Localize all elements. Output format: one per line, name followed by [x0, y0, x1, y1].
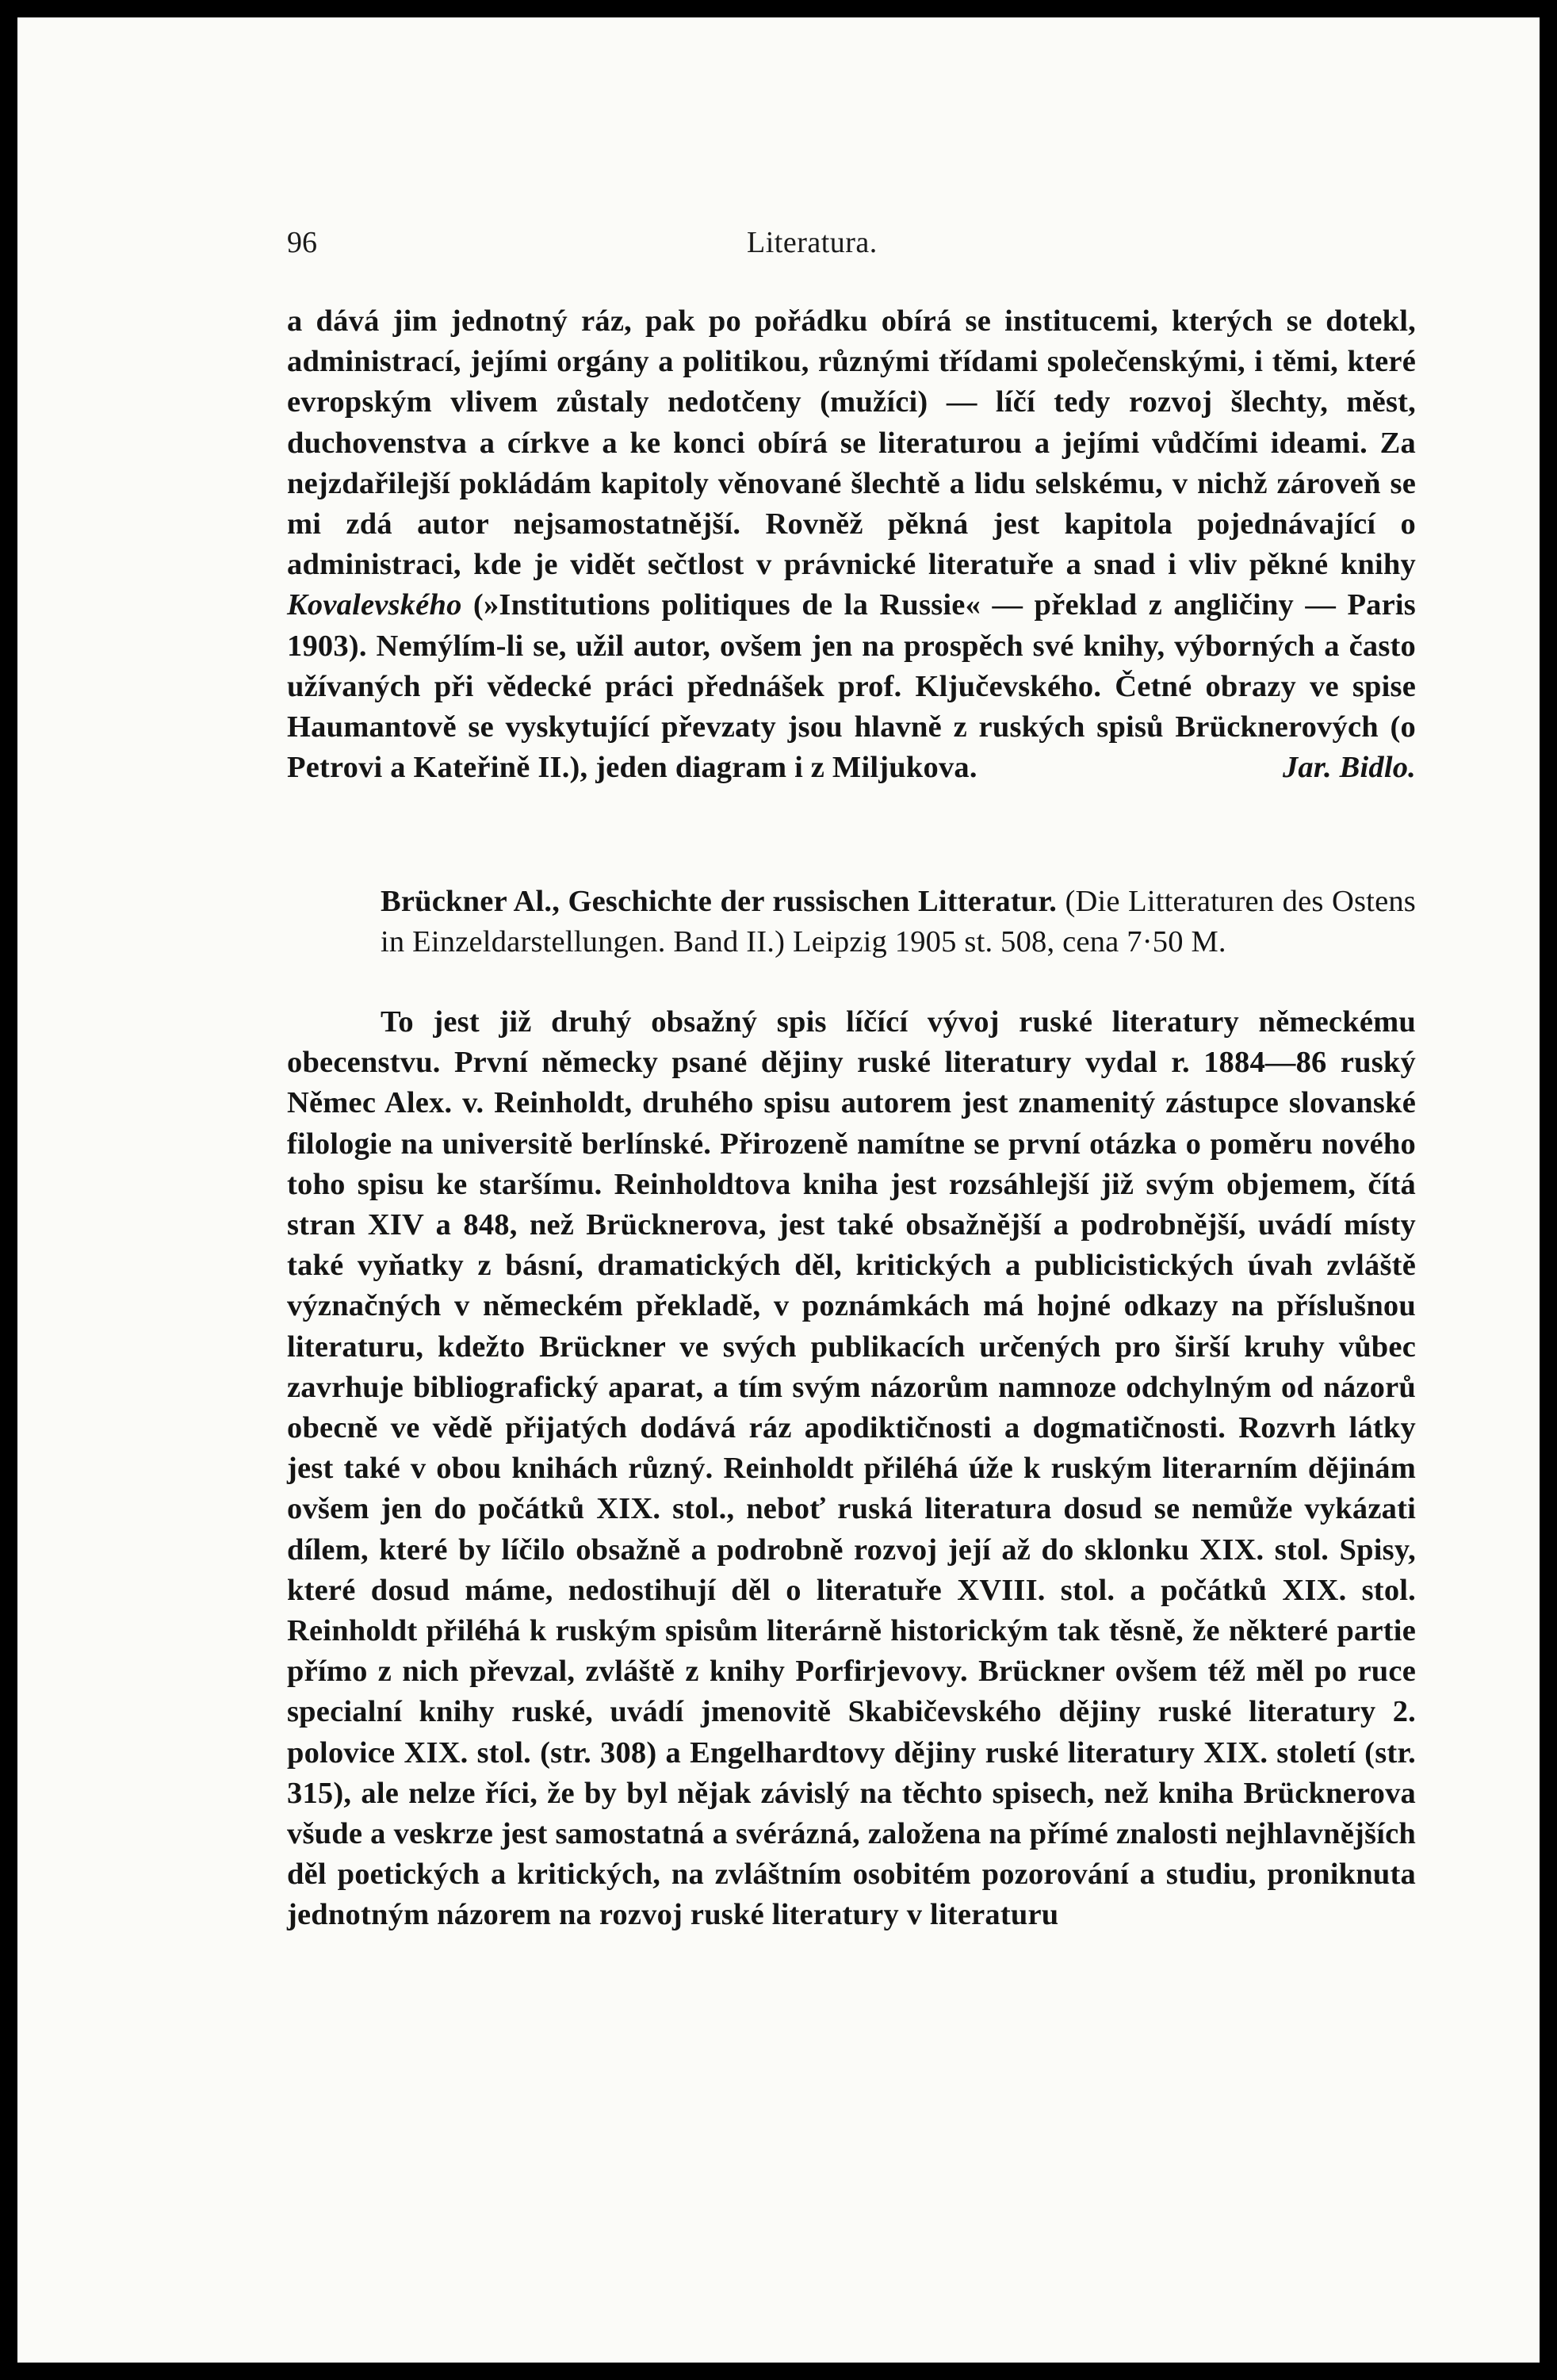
review-bruckner-body — [287, 1002, 1416, 1936]
bibliographic-citation — [287, 882, 1416, 962]
running-title: Literatura. — [747, 226, 878, 259]
citation-title: Brückner Al., Geschichte der russischen Litteratur. — [381, 885, 1058, 918]
page-number: 96 — [287, 226, 317, 259]
book-page — [17, 17, 1540, 2363]
reviewer-signature: Jar. Bidlo. — [1282, 751, 1416, 785]
paragraph-text: a dává jim jednotný ráz, pak po pořádku obírá se institucemi, kterých se dotekl, administrací, jejími orgány a politikou, různými třídami společenskými, i těmi, které evropským vlivem zůstaly nedotčeny (mužíci) — líčí tedy rozvoj šlechty, měst, duchovenstva a církve a ke konci obírá se literaturou a jejími vůdčími ideami. Za nejzdařilejší pokládám kapitoly věnované šlechtě a lidu selskému, v nichž zároveň se mi zdá autor nejsamostatnější. Rovněž pěkná jest kapitola pojednávající o administraci, kde je vidět sečtlost v právnické literatuře a snad i vliv pěkné knihy — [287, 304, 1416, 582]
paragraph-text: (»Institutions politiques de la Russie« — překlad z angličiny — Paris 1903). Nemýlím-li se, užil autor, ovšem jen na prospěch své knihy, výborných a často užívaných při vědecké práci přednášek prof. Ključevského. Četné obrazy ve spise Haumantově se vyskytující převzaty jsou hlavně z ruských spisů Brücknerových (o Petrovi a Kateřině II.), jeden diagram i z Miljukova. — [287, 588, 1416, 785]
review-bruckner — [287, 882, 1416, 962]
review-paragraph — [287, 1002, 1416, 1936]
paragraph-text: To jest již druhý obsažný spis líčící vývoj ruské literatury německému obecenstvu. První německy psané dějiny ruské literatury vydal r. 1884—86 ruský Němec Alex. v. Reinholdt, druhého spisu autorem jest znamenitý zástupce slovanské filologie na universitě berlínské. Přirozeně namítne se první otázka o poměru nového toho spisu ke staršímu. Reinholdtova kniha jest rozsáhlejší již svým objemem, čítá stran XIV a 848, než Brücknerova, jest také obsažnější a podrobnější, uvádí místy také vyňatky z básní, dramatických děl, kritických a publicistických úvah zvláště význačných v německém překladě, v poznámkách má hojné odkazy na příslušnou literaturu, kdežto Brückner ve svých publikacích určených pro širší kruhy vůbec zavrhuje bibliografický aparat, a tím svým názorům namnoze odchylným od názorů obecně ve vědě přijatých dodává ráz apodiktičnosti a dogmatičnosti. Rozvrh látky jest také v obou knihách různý. Reinholdt přiléhá úže k ruským literarním dějinám ovšem jen do počátků XIX. stol., neboť ruská literatura dosud se nemůže vykázati dílem, které by líčilo obsažně a podrobně rozvoj její až do sklonku XIX. stol. Spisy, které dosud máme, nedostihují děl o literatuře XVIII. stol. a počátků XIX. stol. Reinholdt přiléhá k ruským spisům literárně historickým tak těsně, že některé partie přímo z nich převzal, zvláště z knihy Porfirjevovy. Brückner ovšem též měl po ruce specialní knihy ruské, uvádí jmenovitě Skabičevského dějiny ruské literatury 2. polovice XIX. stol. (str. 308) a Engelhardtovy dějiny ruské literatury XIX. století (str. 315), ale nelze říci, že by byl nějak závislý na těchto spisech, než kniha Brücknerova všude a veskrze jest samostatná a svérázná, založena na přímé znalosti nejhlavnějších děl poetických a kritických, na zvláštním osobitém pozorování a studiu, proniknuta jednotným názorem na rozvoj ruské literatury v literaturu — [287, 1005, 1416, 1932]
review-paragraph — [287, 301, 1416, 788]
page-header — [17, 225, 1540, 265]
review-haumant-ending — [287, 301, 1416, 788]
citation-details: (Die Litteraturen des Ostens in Einzeldarstellungen. Band II.) Leipzig 1905 st. 508, cena 7·50 M. — [381, 885, 1416, 959]
italic-author-name: Kovalevského — [287, 588, 462, 622]
